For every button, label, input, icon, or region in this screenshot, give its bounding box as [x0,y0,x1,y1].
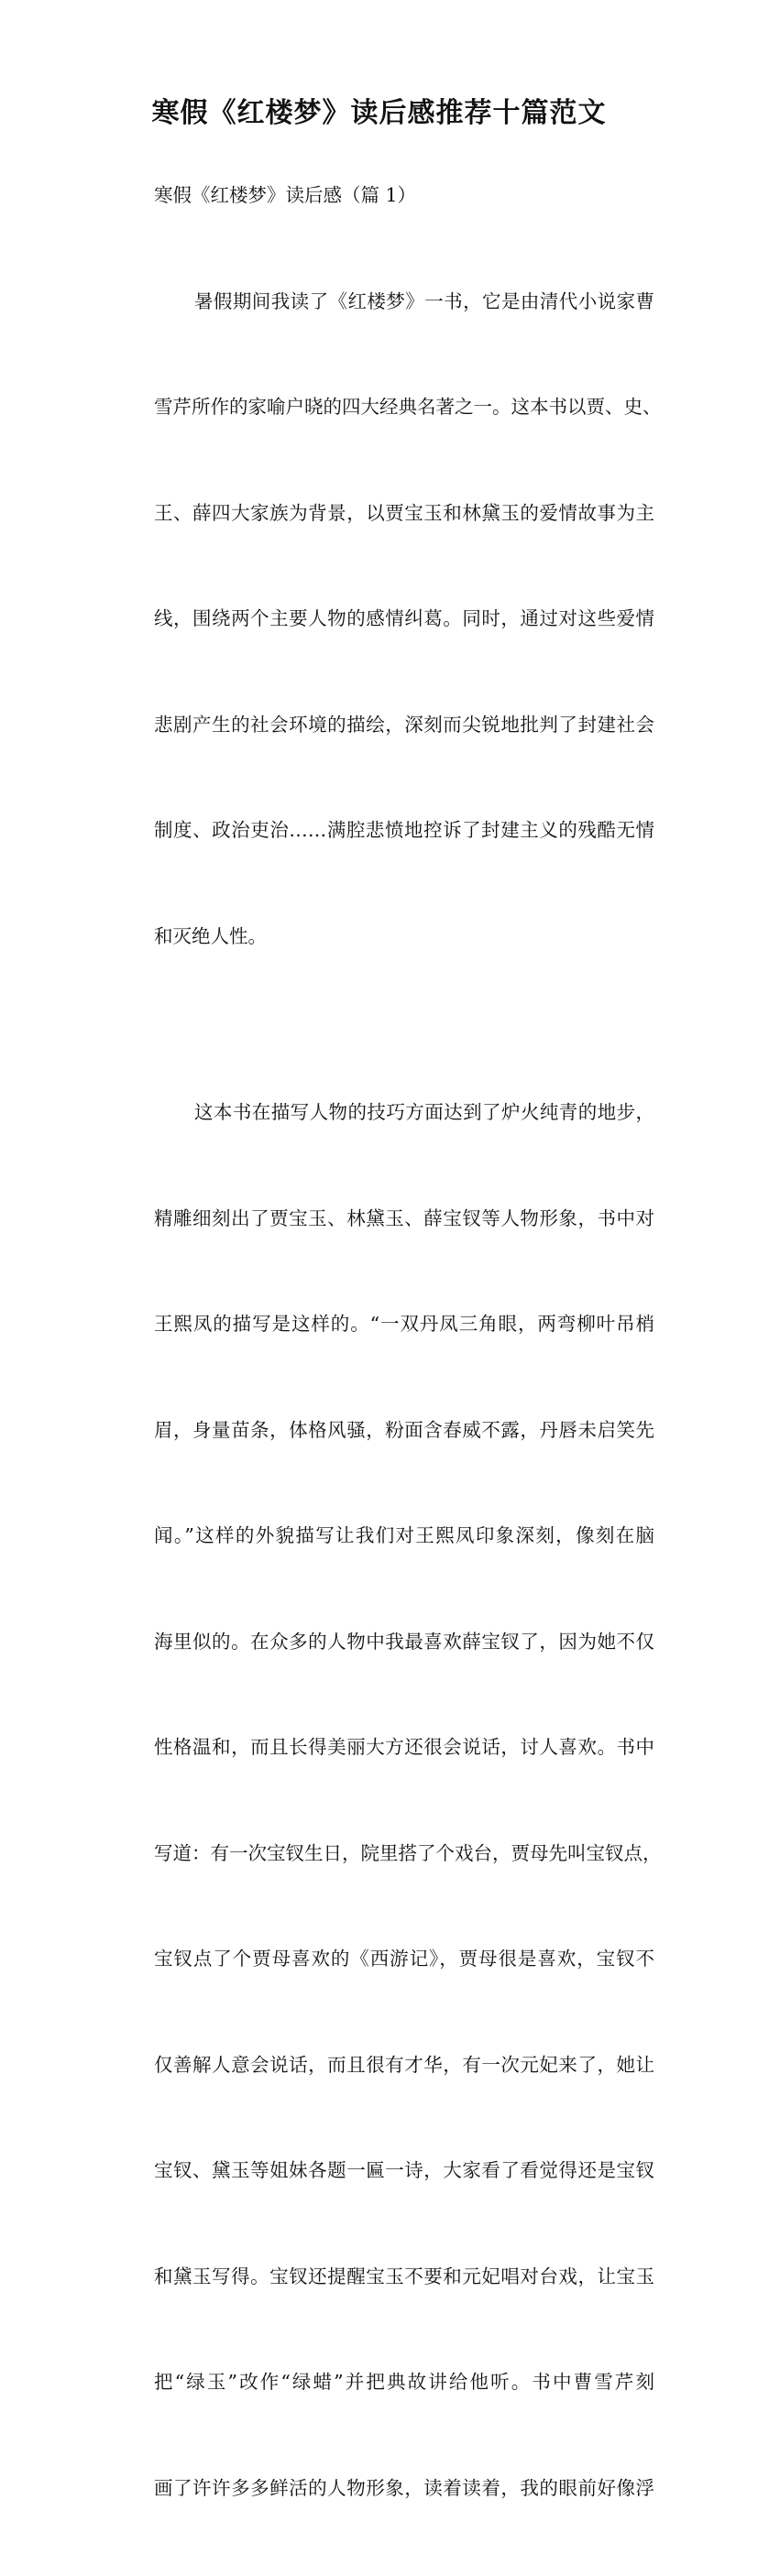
paragraph-line: 制度、政治吏治……满腔悲愤地控诉了封建主义的残酷无情 [154,819,654,841]
document-title: 寒假《红楼梦》读后感推荐十篇范文 [151,97,607,129]
document-body [114,178,662,2576]
paragraph-line: 和黛玉写得。宝钗还提醒宝玉不要和元妃唱对台戏，让宝玉 [154,2265,654,2287]
paragraph-line: 雪芹所作的家喻户晓的四大经典名著之一。这本书以贾、史、 [154,396,662,418]
paragraph-line: 悲剧产生的社会环境的描绘，深刻而尖锐地批判了封建社会 [154,713,654,736]
paragraph-line: 线，围绕两个主要人物的感情纠葛。同时，通过对这些爱情 [154,607,654,629]
paragraph-line: 这本书在描写人物的技巧方面达到了炉火纯青的地步， [194,1101,654,1123]
paragraph-line: 宝钗、黛玉等姐妹各题一匾一诗，大家看了看觉得还是宝钗 [154,2159,654,2181]
paragraph-line: 画了许许多多鲜活的人物形象，读着读着，我的眼前好像浮 [154,2476,654,2499]
paragraph-line: 宝钗点了个贾母喜欢的《西游记》，贾母很是喜欢，宝钗不 [154,1948,654,1970]
paragraph-line: 和灭绝人性。 [154,924,267,947]
paragraph-line: 海里似的。在众多的人物中我最喜欢薛宝钗了，因为她不仅 [154,1630,654,1653]
paragraph-line: 把“绿玉”改作“绿蜡”并把典故讲给他听。书中曹雪芹刻 [154,2371,654,2393]
paragraph-line: 性格温和，而且长得美丽大方还很会说话，讨人喜欢。书中 [154,1736,654,1758]
paragraph-line: 仅善解人意会说话，而且很有才华，有一次元妃来了，她让 [154,2053,654,2076]
paragraph-2 [114,1024,662,2576]
paragraph-line: 王熙凤的描写是这样的。“一双丹凤三角眼，两弯柳叶吊梢 [154,1313,654,1335]
section-heading: 寒假《红楼梦》读后感（篇 1） [154,184,417,206]
paragraph-line: 眉，身量苗条，体格风骚，粉面含春威不露，丹唇未启笑先 [154,1418,654,1441]
paragraph-line: 写道：有一次宝钗生日，院里搭了个戏台，贾母先叫宝钗点， [154,1841,662,1864]
paragraph-line: 暑假期间我读了《红楼梦》一书，它是由清代小说家曹 [194,289,654,312]
paragraph-line: 王、薛四大家族为背景，以贾宝玉和林黛玉的爱情故事为主 [154,501,654,524]
paragraph-line: 精雕细刻出了贾宝玉、林黛玉、薛宝钗等人物形象，书中对 [154,1206,654,1229]
paragraph-line: 闻。”这样的外貌描写让我们对王熙凤印象深刻，像刻在脑 [154,1524,654,1546]
paragraph-1 [114,213,662,1025]
